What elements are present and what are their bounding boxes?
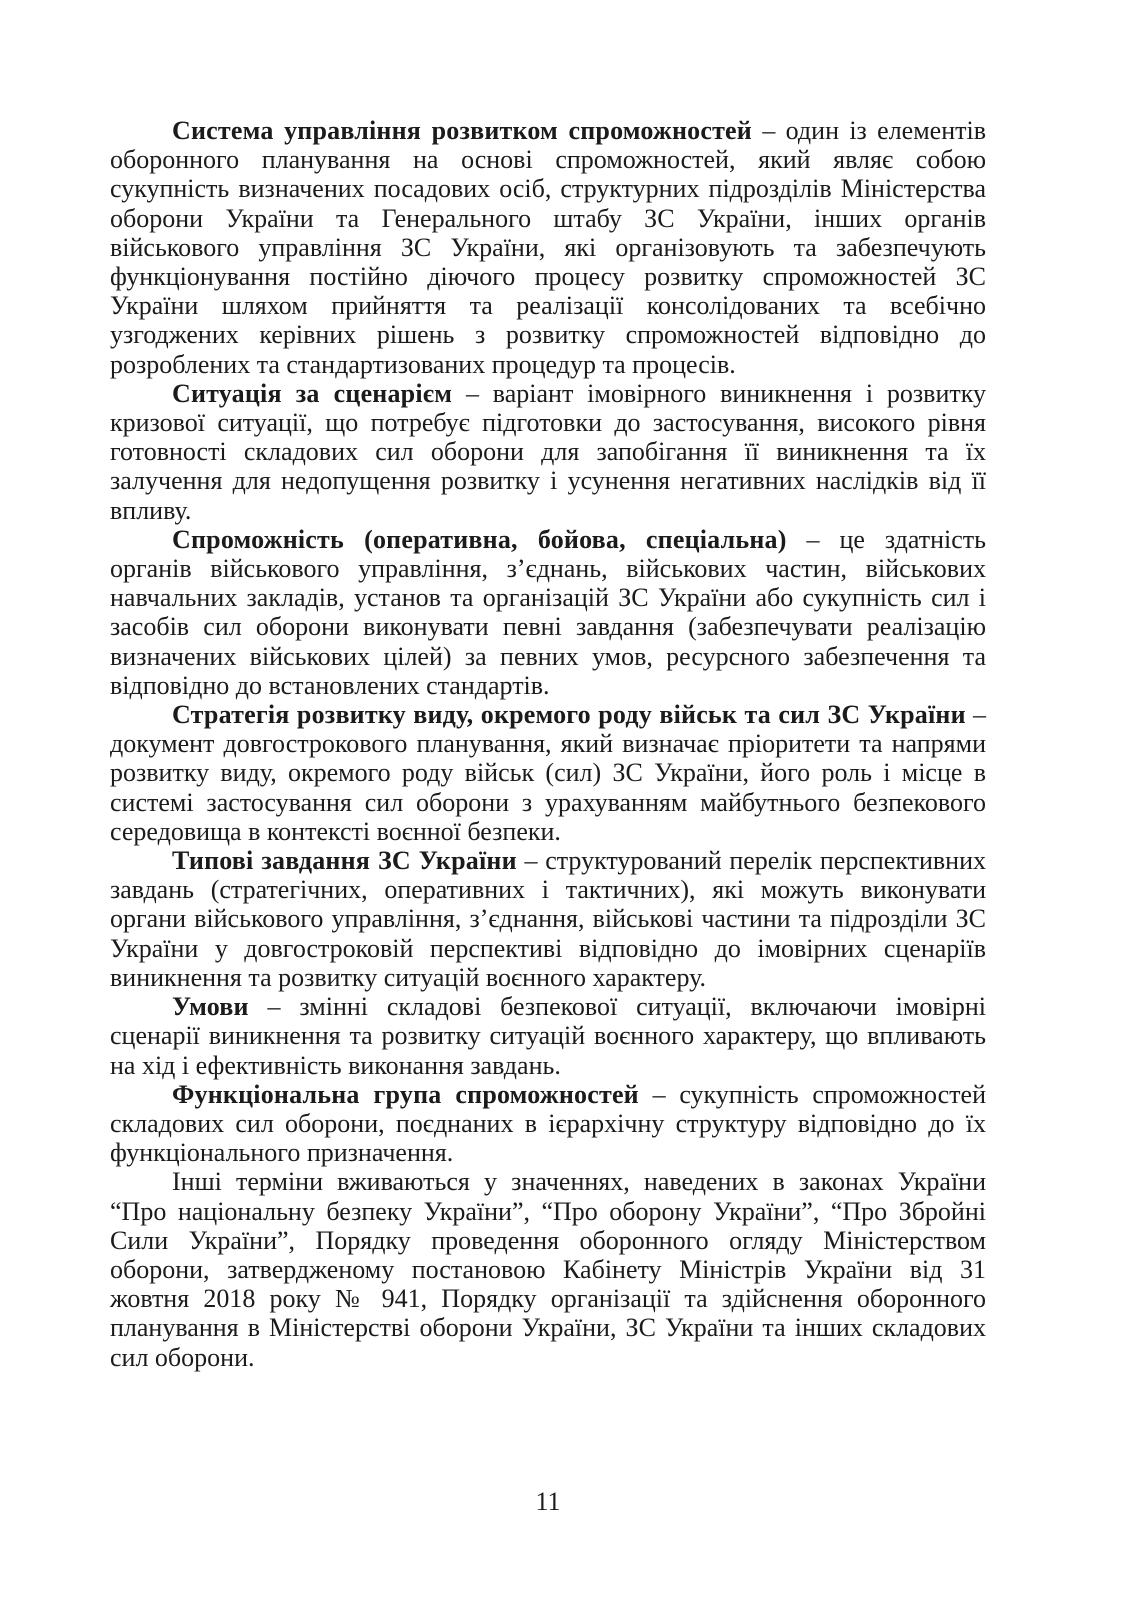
paragraph-text: Інші терміни вживаються у значеннях, наведених в законах України “Про національну безпеку України”, “Про оборону України”, “Про Збройні Сили України”, Порядку проведення оборонного огляду Міністерством оборони, затвердженому постановою Кабінету Міністрів України від 31 жовтня 2018 року № 941, Порядку організації та здійснення оборонного планування в Міністерстві оборони України, ЗС України та інших складових сил оборони.: [110, 1167, 986, 1372]
term-bold: Типові завдання ЗС України: [172, 846, 517, 876]
text-block: [110, 116, 986, 1372]
term-bold: Стратегія розвитку виду, окремого роду військ та сил ЗС України: [172, 700, 966, 730]
paragraph-text: – структурований перелік перспективних завдань (стратегічних, оперативних і тактичних), які можуть виконувати органи військового управління, з’єднання, військові частини та підрозділи ЗС України у довгостроковій перспективі відповідно до імовірних сценаріїв виникнення та розвитку ситуацій воєнного характеру.: [110, 846, 986, 992]
paragraph-text: – документ довгострокового планування, який визначає пріоритети та напрями розвитку виду, окремого роду військ (сил) ЗС України, його роль і місце в системі застосування сил оборони з урахуванням майбутнього безпекового середовища в контексті воєнної безпеки.: [110, 700, 987, 846]
page-number: 11: [535, 1487, 561, 1516]
term-bold: Умови: [172, 992, 249, 1022]
paragraph: [110, 1080, 986, 1168]
term-bold: Система управління розвитком спроможностей: [172, 116, 752, 145]
paragraph-text: – це здатність органів військового управління, з’єднань, військових частин, військових навчальних закладів, установ та організацій ЗС України або сукупність сил і засобів сил оборони виконувати певні завдання (забезпечувати реалізацію визначених військових цілей) за певних умов, ресурсного забезпечення та відповідно до встановлених стандартів.: [110, 524, 986, 700]
term-bold: Спроможність (оперативна, бойова, спеціальна): [172, 524, 787, 554]
term-bold: Ситуація за сценарієм: [172, 378, 453, 408]
paragraph: [110, 992, 986, 1080]
paragraph-text: – змінні складові безпекової ситуації, включаючи імовірні сценарії виникнення та розвитку ситуацій воєнного характеру, що впливають на хід і ефективність виконання завдань.: [110, 992, 986, 1080]
paragraph: [110, 1167, 986, 1371]
paragraph: [110, 116, 986, 379]
paragraph-text: – сукупність спроможностей складових сил оборони, поєднаних в ієрархічну структуру відповідно до їх функціонального призначення.: [110, 1079, 986, 1168]
paragraph: [110, 846, 986, 992]
paragraph-text: – один із елементів оборонного планування на основі спроможностей, який являє собою сукупність визначених посадових осіб, структурних підрозділів Міністерства оборони України та Генерального штабу ЗС України, інших органів військового управління ЗС України, які організовують та забезпечують функціонування постійно діючого процесу розвитку спроможностей ЗС України шляхом прийняття та реалізації консолідованих та всебічно узгоджених керівних рішень з розвитку спроможностей відповідно до розроблених та стандартизованих процедур та процесів.: [110, 116, 986, 379]
paragraph: [110, 525, 986, 700]
paragraph: [110, 379, 986, 525]
term-bold: Функціональна група спроможностей: [172, 1079, 639, 1109]
paragraph: [110, 700, 986, 846]
paragraph-text: – варіант імовірного виникнення і розвитку кризової ситуації, що потребує підготовки до застосування, високого рівня готовності складових сил оборони для запобігання її виникнення та їх залучення для недопущення розвитку і усунення негативних наслідків від її впливу.: [110, 378, 986, 525]
